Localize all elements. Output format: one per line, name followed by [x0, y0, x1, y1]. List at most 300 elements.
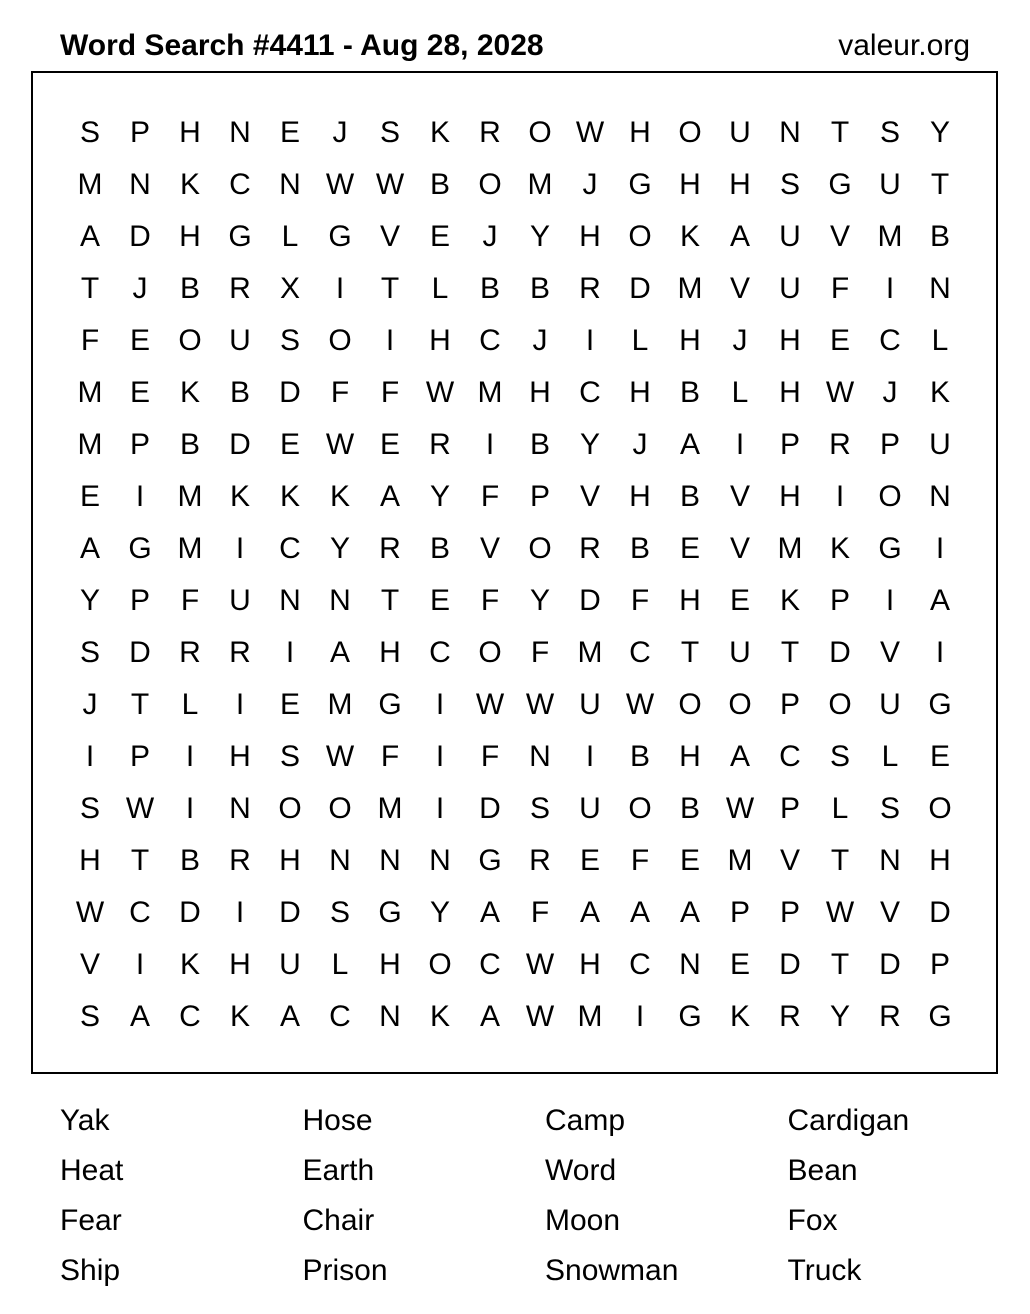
grid-letter: B	[679, 792, 700, 825]
grid-letter: T	[680, 636, 700, 669]
word-list-item: Prison	[302, 1254, 388, 1287]
grid-letter: E	[579, 844, 600, 877]
grid-letter: I	[235, 688, 245, 721]
grid-letter: D	[479, 792, 501, 825]
grid-letter: O	[178, 324, 202, 357]
grid-letter: P	[829, 584, 850, 617]
grid-letter: J	[632, 428, 648, 461]
grid-letter: H	[379, 948, 401, 981]
grid-letter: O	[478, 168, 502, 201]
grid-letter: I	[885, 272, 895, 305]
grid-letter: I	[935, 636, 945, 669]
grid-letter: P	[129, 428, 150, 461]
grid-letter: I	[635, 1000, 645, 1033]
grid-letter: N	[379, 844, 401, 877]
grid-letter: H	[579, 220, 601, 253]
grid-letter: M	[877, 220, 903, 253]
grid-letter: G	[128, 532, 152, 565]
word-list-item: Ship	[60, 1254, 121, 1287]
grid-letter: I	[285, 636, 295, 669]
grid-letter: B	[929, 220, 950, 253]
grid-letter: O	[478, 636, 502, 669]
grid-letter: W	[75, 896, 105, 929]
grid-letter: F	[480, 480, 500, 513]
grid-letter: R	[779, 1000, 801, 1033]
word-list-item: Camp	[545, 1104, 626, 1137]
grid-letter: K	[179, 168, 200, 201]
word-list-item: Moon	[545, 1204, 621, 1237]
grid-letter: H	[679, 324, 701, 357]
grid-letter: E	[929, 740, 950, 773]
grid-letter: E	[129, 324, 150, 357]
grid-letter: D	[279, 896, 301, 929]
grid-letter: G	[928, 688, 952, 721]
grid-letter: A	[929, 584, 950, 617]
grid-letter: Y	[529, 220, 550, 253]
grid-letter: E	[679, 844, 700, 877]
grid-letter: H	[679, 740, 701, 773]
grid-letter: I	[235, 896, 245, 929]
grid-letter: N	[879, 844, 901, 877]
grid-letter: B	[179, 272, 200, 305]
grid-letter: Y	[329, 532, 350, 565]
grid-letter: T	[830, 948, 850, 981]
grid-letter: A	[379, 480, 400, 513]
grid-letter: W	[425, 376, 455, 409]
word-list-item: Word	[545, 1154, 617, 1187]
grid-letter: M	[77, 428, 103, 461]
grid-letter: B	[679, 376, 700, 409]
grid-letter: E	[729, 948, 750, 981]
grid-letter: T	[930, 168, 950, 201]
grid-letter: L	[431, 272, 449, 305]
grid-letter: N	[329, 584, 351, 617]
grid-letter: M	[477, 376, 503, 409]
grid-letter: O	[328, 324, 352, 357]
grid-letter: D	[229, 428, 251, 461]
grid-letter: R	[829, 428, 851, 461]
grid-letter: A	[679, 896, 700, 929]
grid-letter: A	[129, 1000, 150, 1033]
grid-letter: M	[177, 532, 203, 565]
puzzle-title: Word Search #4411 - Aug 28, 2028	[60, 29, 544, 62]
grid-letter: D	[779, 948, 801, 981]
grid-letter: E	[279, 428, 300, 461]
grid-letter: W	[325, 428, 355, 461]
grid-letter: G	[378, 896, 402, 929]
grid-letter: C	[629, 636, 651, 669]
word-list	[60, 1096, 1030, 1296]
grid-letter: V	[879, 896, 900, 929]
grid-letter: O	[628, 220, 652, 253]
grid-letter: K	[179, 376, 200, 409]
grid-letter: P	[729, 896, 750, 929]
grid-letter: R	[229, 272, 251, 305]
word-list-item: Earth	[302, 1154, 375, 1187]
grid-letter: K	[679, 220, 700, 253]
word-list-item: Fear	[60, 1204, 122, 1237]
grid-letter: D	[179, 896, 201, 929]
grid-letter: J	[82, 688, 98, 721]
grid-letter: J	[532, 324, 548, 357]
grid-letter: P	[779, 428, 800, 461]
grid-letter: L	[181, 688, 199, 721]
grid-letter: P	[879, 428, 900, 461]
grid-letter: V	[579, 480, 600, 513]
grid-letter: V	[829, 220, 850, 253]
grid-letter: I	[135, 948, 145, 981]
grid-letter: K	[929, 376, 950, 409]
grid-letter: C	[579, 376, 601, 409]
grid-letter: J	[882, 376, 898, 409]
grid-letter: L	[931, 324, 949, 357]
grid-letter: H	[679, 168, 701, 201]
grid-letter: H	[779, 324, 801, 357]
grid-letter: N	[129, 168, 151, 201]
grid-letter: A	[79, 220, 100, 253]
grid-letter: I	[135, 480, 145, 513]
grid-letter: F	[830, 272, 850, 305]
grid-letter: R	[579, 272, 601, 305]
grid-letter: S	[79, 636, 100, 669]
grid-letter: P	[129, 116, 150, 149]
grid-letter: F	[330, 376, 350, 409]
grid-letter: O	[428, 948, 452, 981]
grid-letter: D	[829, 636, 851, 669]
grid-letter: T	[830, 844, 850, 877]
grid-letter: K	[179, 948, 200, 981]
grid-letter: R	[229, 636, 251, 669]
grid-letter: I	[185, 740, 195, 773]
grid-letter: F	[380, 740, 400, 773]
grid-letter: W	[125, 792, 155, 825]
grid-letter: E	[379, 428, 400, 461]
grid-letter: W	[325, 168, 355, 201]
grid-letter: C	[129, 896, 151, 929]
grid-letter: H	[79, 844, 101, 877]
grid-letter: D	[129, 220, 151, 253]
grid-letter: A	[279, 1000, 300, 1033]
grid-letter: N	[429, 844, 451, 877]
grid-letter: F	[180, 584, 200, 617]
grid-letter: S	[529, 792, 550, 825]
grid-letter: W	[375, 168, 405, 201]
grid-letter: F	[530, 896, 550, 929]
grid-letter: A	[729, 220, 750, 253]
grid-letter: U	[579, 792, 601, 825]
grid-letter: W	[625, 688, 655, 721]
site-name: valeur.org	[838, 29, 970, 62]
grid-letter: E	[729, 584, 750, 617]
grid-letter: K	[329, 480, 350, 513]
grid-letter: D	[929, 896, 951, 929]
grid-letter: C	[279, 532, 301, 565]
grid-letter: O	[628, 792, 652, 825]
grid-letter: W	[575, 116, 605, 149]
grid-letter: L	[881, 740, 899, 773]
grid-letter: E	[829, 324, 850, 357]
grid-letter: I	[585, 324, 595, 357]
grid-letter: K	[429, 116, 450, 149]
grid-letter: K	[779, 584, 800, 617]
grid-letter: Y	[79, 584, 100, 617]
grid-letter: P	[779, 792, 800, 825]
grid-letter: T	[780, 636, 800, 669]
grid-letter: T	[130, 844, 150, 877]
grid-letter: B	[629, 532, 650, 565]
grid-letter: U	[229, 584, 251, 617]
word-list-item: Yak	[60, 1104, 110, 1137]
grid-letter: F	[80, 324, 100, 357]
grid-letter: X	[279, 272, 300, 305]
grid-letter: C	[179, 1000, 201, 1033]
grid-letter: K	[429, 1000, 450, 1033]
grid-letter: B	[529, 428, 550, 461]
grid-letter: F	[530, 636, 550, 669]
grid-letter: V	[729, 532, 750, 565]
grid-letter: P	[529, 480, 550, 513]
grid-letter: T	[130, 688, 150, 721]
grid-letter: M	[577, 1000, 603, 1033]
grid-letter: O	[328, 792, 352, 825]
grid-letter: W	[525, 948, 555, 981]
grid-letter: F	[480, 584, 500, 617]
grid-letter: J	[332, 116, 348, 149]
grid-letter: N	[379, 1000, 401, 1033]
grid-letter: S	[879, 116, 900, 149]
grid-letter: U	[779, 220, 801, 253]
grid-letter: B	[529, 272, 550, 305]
grid-letter: E	[279, 688, 300, 721]
grid-letter: L	[631, 324, 649, 357]
grid-letter: A	[329, 636, 350, 669]
grid-letter: U	[879, 168, 901, 201]
grid-letter: R	[879, 1000, 901, 1033]
grid-letter: I	[935, 532, 945, 565]
grid-letter: M	[77, 376, 103, 409]
grid-letter: U	[279, 948, 301, 981]
grid-letter: H	[629, 480, 651, 513]
grid-letter: I	[185, 792, 195, 825]
grid-letter: J	[582, 168, 598, 201]
grid-letter: O	[928, 792, 952, 825]
grid-letter: H	[779, 376, 801, 409]
grid-letter: B	[679, 480, 700, 513]
grid-letter: U	[779, 272, 801, 305]
grid-letter: S	[329, 896, 350, 929]
grid-letter: H	[579, 948, 601, 981]
grid-letter: S	[879, 792, 900, 825]
grid-letter: I	[385, 324, 395, 357]
grid-letter: N	[279, 168, 301, 201]
grid-letter: O	[878, 480, 902, 513]
grid-letter: U	[229, 324, 251, 357]
grid-letter: M	[577, 636, 603, 669]
grid-letter: I	[235, 532, 245, 565]
grid-letter: U	[929, 428, 951, 461]
grid-letter: O	[678, 116, 702, 149]
grid-letter: E	[429, 584, 450, 617]
grid-letter: U	[579, 688, 601, 721]
grid-letter: L	[281, 220, 299, 253]
grid-letter: S	[279, 740, 300, 773]
grid-letter: F	[630, 844, 650, 877]
grid-letter: F	[380, 376, 400, 409]
grid-letter: I	[585, 740, 595, 773]
grid-letter: H	[279, 844, 301, 877]
grid-letter: M	[677, 272, 703, 305]
grid-letter: B	[479, 272, 500, 305]
grid-letter: I	[435, 688, 445, 721]
word-list-item: Heat	[60, 1154, 124, 1187]
grid-letter: N	[329, 844, 351, 877]
grid-letter: O	[728, 688, 752, 721]
grid-letter: P	[929, 948, 950, 981]
grid-letter: J	[732, 324, 748, 357]
grid-letter: O	[828, 688, 852, 721]
grid-letter: G	[628, 168, 652, 201]
grid-letter: I	[435, 792, 445, 825]
grid-letter: S	[79, 1000, 100, 1033]
grid-letter: W	[525, 1000, 555, 1033]
grid-letter: N	[279, 584, 301, 617]
grid-letter: N	[929, 272, 951, 305]
grid-letter: S	[279, 324, 300, 357]
grid-letter: E	[429, 220, 450, 253]
grid-letter: A	[79, 532, 100, 565]
grid-letter: V	[379, 220, 400, 253]
grid-letter: N	[229, 792, 251, 825]
grid-letter: T	[380, 272, 400, 305]
grid-letter: V	[79, 948, 100, 981]
grid-letter: B	[179, 844, 200, 877]
grid-letter: C	[779, 740, 801, 773]
grid-letter: O	[528, 532, 552, 565]
grid-letter: L	[331, 948, 349, 981]
grid-letter: K	[279, 480, 300, 513]
grid-letter: S	[829, 740, 850, 773]
grid-letter: N	[929, 480, 951, 513]
grid-letter: G	[678, 1000, 702, 1033]
grid-letter: R	[529, 844, 551, 877]
grid-letter: G	[228, 220, 252, 253]
grid-letter: H	[229, 740, 251, 773]
puzzle-box	[31, 71, 998, 1074]
grid-letter: H	[929, 844, 951, 877]
grid-letter: M	[777, 532, 803, 565]
grid-letter: P	[779, 896, 800, 929]
grid-letter: W	[825, 896, 855, 929]
word-list-item: Bean	[787, 1154, 858, 1187]
grid-letter: G	[878, 532, 902, 565]
word-list-item: Snowman	[545, 1254, 679, 1287]
grid-letter: R	[179, 636, 201, 669]
grid-letter: V	[879, 636, 900, 669]
grid-letter: Y	[429, 896, 450, 929]
grid-letter: H	[679, 584, 701, 617]
grid-letter: T	[80, 272, 100, 305]
grid-letter: L	[731, 376, 749, 409]
grid-letter: J	[132, 272, 148, 305]
grid-letter: W	[825, 376, 855, 409]
grid-letter: M	[527, 168, 553, 201]
grid-letter: P	[129, 740, 150, 773]
grid-letter: H	[629, 376, 651, 409]
grid-letter: M	[727, 844, 753, 877]
grid-letter: H	[429, 324, 451, 357]
grid-letter: G	[478, 844, 502, 877]
grid-letter: Y	[829, 1000, 850, 1033]
grid-letter: W	[525, 688, 555, 721]
grid-letter: K	[829, 532, 850, 565]
grid-letter: D	[879, 948, 901, 981]
grid-letter: S	[79, 116, 100, 149]
grid-letter: W	[325, 740, 355, 773]
grid-letter: M	[327, 688, 353, 721]
grid-letter: E	[679, 532, 700, 565]
grid-letter: E	[129, 376, 150, 409]
grid-letter: H	[529, 376, 551, 409]
grid-letter: N	[529, 740, 551, 773]
grid-letter: K	[729, 1000, 750, 1033]
grid-letter: H	[379, 636, 401, 669]
grid-letter: H	[629, 116, 651, 149]
grid-letter: D	[129, 636, 151, 669]
grid-letter: Y	[929, 116, 950, 149]
grid-letter: G	[328, 220, 352, 253]
grid-letter: U	[879, 688, 901, 721]
grid-letter: P	[779, 688, 800, 721]
grid-letter: G	[378, 688, 402, 721]
grid-letter: V	[479, 532, 500, 565]
grid-letter: D	[579, 584, 601, 617]
grid-letter: H	[229, 948, 251, 981]
grid-letter: S	[379, 116, 400, 149]
grid-letter: V	[729, 480, 750, 513]
grid-letter: I	[85, 740, 95, 773]
grid-letter: R	[379, 532, 401, 565]
grid-letter: K	[229, 1000, 250, 1033]
grid-letter: H	[179, 220, 201, 253]
grid-letter: R	[479, 116, 501, 149]
grid-letter: N	[779, 116, 801, 149]
word-list-item: Cardigan	[787, 1104, 910, 1137]
grid-letter: V	[729, 272, 750, 305]
grid-letter: F	[480, 740, 500, 773]
grid-letter: R	[229, 844, 251, 877]
grid-letter: Y	[579, 428, 600, 461]
grid-letter: C	[479, 948, 501, 981]
grid-letter: Y	[429, 480, 450, 513]
grid-letter: B	[629, 740, 650, 773]
grid-letter: Y	[529, 584, 550, 617]
grid-letter: N	[679, 948, 701, 981]
grid-letter: J	[482, 220, 498, 253]
grid-letter: U	[729, 636, 751, 669]
grid-letter: H	[729, 168, 751, 201]
grid-letter: S	[79, 792, 100, 825]
grid-letter: C	[879, 324, 901, 357]
grid-letter: C	[479, 324, 501, 357]
grid-letter: A	[629, 896, 650, 929]
grid-letter: B	[429, 532, 450, 565]
grid-letter: I	[435, 740, 445, 773]
grid-letter: A	[679, 428, 700, 461]
grid-letter: M	[177, 480, 203, 513]
grid-letter: D	[629, 272, 651, 305]
grid-letter: P	[129, 584, 150, 617]
grid-letter: I	[335, 272, 345, 305]
